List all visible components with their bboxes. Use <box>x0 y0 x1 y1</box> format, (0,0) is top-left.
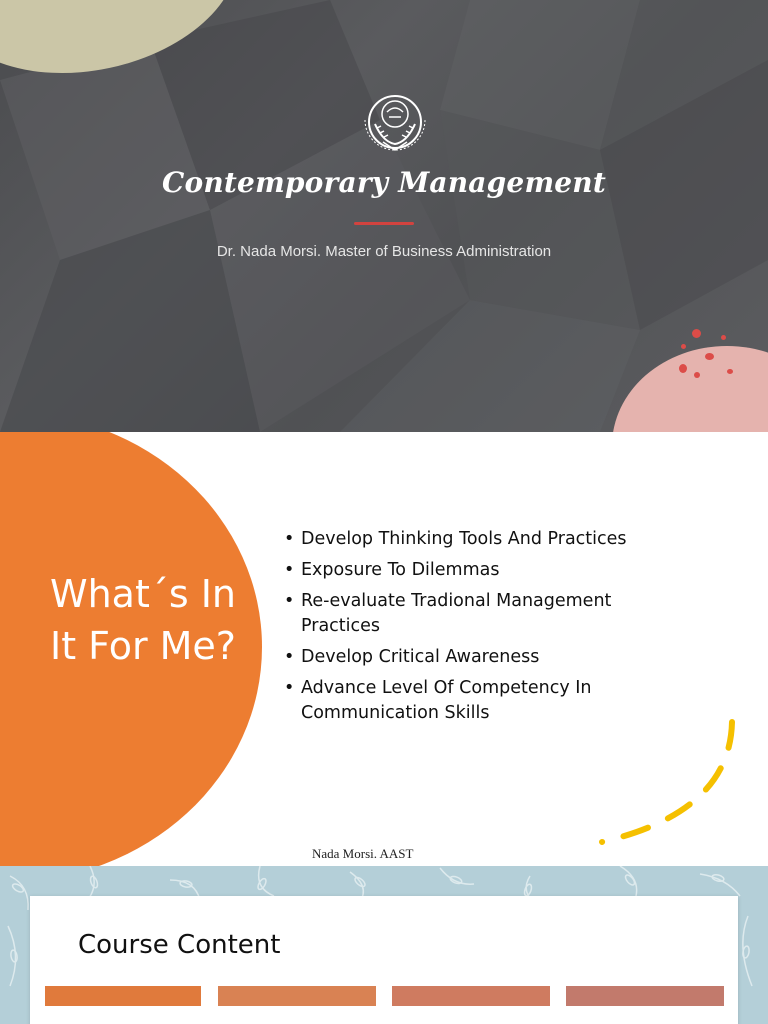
decorative-dot <box>692 329 701 338</box>
decorative-dot <box>679 364 687 373</box>
slide-heading: What´s In It For Me? <box>50 572 237 668</box>
slide-footer: Nada Morsi. AAST <box>312 846 414 861</box>
slide-benefits <box>0 432 768 866</box>
content-tile <box>392 986 550 1006</box>
presentation-subtitle: Dr. Nada Morsi. Master of Business Administration <box>216 243 552 260</box>
list-item: • Exposure To Dilemmas <box>284 560 500 580</box>
content-tile <box>566 986 724 1006</box>
benefits-list <box>284 527 664 732</box>
slide-title <box>0 0 768 432</box>
decorative-dot <box>694 372 700 378</box>
content-tile <box>218 986 376 1006</box>
content-tile <box>45 986 201 1006</box>
slide-course-content <box>0 866 768 1024</box>
decorative-dashed-arc <box>590 712 750 852</box>
list-item: • Develop Thinking Tools And Practices <box>284 529 627 549</box>
decorative-dot <box>721 335 726 340</box>
institution-emblem-icon <box>353 80 437 164</box>
title-underline <box>354 222 414 225</box>
slide-heading: Course Content <box>78 930 281 960</box>
decorative-dot <box>705 353 714 360</box>
list-item: • Advance Level Of Competency In Communication Skills <box>284 678 592 723</box>
list-item: • Re-evaluate Tradional Management Practices <box>284 591 612 636</box>
decorative-dot <box>681 344 686 349</box>
list-item: • Develop Critical Awareness <box>284 647 540 667</box>
decorative-dot <box>727 369 733 374</box>
presentation-title: Contemporary Management <box>162 166 606 199</box>
